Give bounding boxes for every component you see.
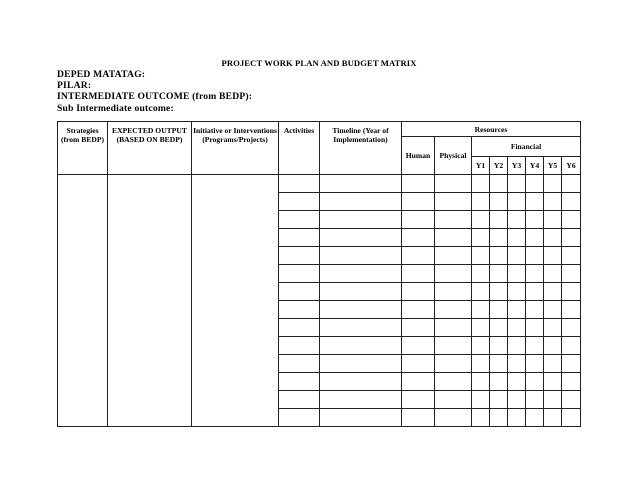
table-cell[interactable] bbox=[320, 391, 402, 409]
table-cell[interactable] bbox=[402, 193, 435, 211]
table-cell[interactable] bbox=[279, 373, 320, 391]
document-title: PROJECT WORK PLAN AND BUDGET MATRIX bbox=[221, 58, 417, 68]
table-cell[interactable] bbox=[435, 373, 472, 391]
table-cell[interactable] bbox=[526, 211, 544, 229]
table-cell[interactable] bbox=[435, 283, 472, 301]
table-cell[interactable] bbox=[508, 409, 526, 427]
table-cell[interactable] bbox=[472, 175, 490, 193]
table-cell[interactable] bbox=[472, 193, 490, 211]
table-cell[interactable] bbox=[435, 355, 472, 373]
table-cell[interactable] bbox=[544, 247, 562, 265]
table-cell[interactable] bbox=[320, 301, 402, 319]
table-cell[interactable] bbox=[402, 229, 435, 247]
table-cell[interactable] bbox=[279, 355, 320, 373]
table-cell[interactable] bbox=[402, 301, 435, 319]
table-cell[interactable] bbox=[472, 355, 490, 373]
col-header-initiative: Initiative or Interventions (Programs/Projects) bbox=[192, 122, 279, 175]
work-plan-table bbox=[57, 121, 581, 427]
table-cell[interactable] bbox=[526, 301, 544, 319]
table-cell[interactable] bbox=[320, 337, 402, 355]
table-cell[interactable] bbox=[526, 373, 544, 391]
table-cell[interactable] bbox=[402, 409, 435, 427]
table-cell[interactable] bbox=[562, 193, 581, 211]
table-cell[interactable] bbox=[402, 355, 435, 373]
table-cell[interactable] bbox=[402, 175, 435, 193]
table-cell[interactable] bbox=[435, 337, 472, 355]
table-cell[interactable] bbox=[320, 193, 402, 211]
table-cell[interactable] bbox=[279, 301, 320, 319]
table-cell[interactable] bbox=[544, 337, 562, 355]
table-cell[interactable] bbox=[320, 247, 402, 265]
table-cell[interactable] bbox=[490, 211, 508, 229]
table-cell[interactable] bbox=[544, 319, 562, 337]
table-cell[interactable] bbox=[544, 229, 562, 247]
table-cell[interactable] bbox=[544, 409, 562, 427]
table-cell[interactable] bbox=[472, 319, 490, 337]
table-cell[interactable] bbox=[402, 247, 435, 265]
table-cell[interactable] bbox=[490, 301, 508, 319]
table-cell[interactable] bbox=[472, 337, 490, 355]
table-cell[interactable] bbox=[490, 229, 508, 247]
table-cell[interactable] bbox=[544, 301, 562, 319]
table-cell[interactable] bbox=[472, 283, 490, 301]
table-cell[interactable] bbox=[320, 373, 402, 391]
table-cell[interactable] bbox=[279, 283, 320, 301]
table-cell[interactable] bbox=[435, 247, 472, 265]
table-row bbox=[58, 175, 581, 193]
sub-intermediate-outcome-label: Sub Intermediate outcome: bbox=[57, 102, 174, 114]
table-cell[interactable] bbox=[320, 175, 402, 193]
table-cell[interactable] bbox=[402, 319, 435, 337]
cell-initiative-blank[interactable] bbox=[192, 175, 279, 427]
table-cell[interactable] bbox=[544, 391, 562, 409]
table-cell[interactable] bbox=[544, 211, 562, 229]
table-cell[interactable] bbox=[508, 265, 526, 283]
table-cell[interactable] bbox=[279, 319, 320, 337]
table-cell[interactable] bbox=[435, 409, 472, 427]
table-cell[interactable] bbox=[544, 265, 562, 283]
table-cell[interactable] bbox=[435, 211, 472, 229]
table-cell[interactable] bbox=[279, 229, 320, 247]
table-cell[interactable] bbox=[508, 193, 526, 211]
table-cell[interactable] bbox=[435, 391, 472, 409]
table-cell[interactable] bbox=[320, 229, 402, 247]
col-header-human: Human bbox=[402, 137, 435, 175]
table-cell[interactable] bbox=[320, 409, 402, 427]
table-cell[interactable] bbox=[562, 301, 581, 319]
col-header-y3: Y3 bbox=[508, 157, 526, 175]
table-cell[interactable] bbox=[508, 319, 526, 337]
table-cell[interactable] bbox=[562, 211, 581, 229]
table-cell[interactable] bbox=[544, 193, 562, 211]
table-cell[interactable] bbox=[562, 373, 581, 391]
table-cell[interactable] bbox=[279, 175, 320, 193]
table-cell[interactable] bbox=[320, 355, 402, 373]
table-cell[interactable] bbox=[562, 409, 581, 427]
col-header-physical: Physical bbox=[435, 137, 472, 175]
table-cell[interactable] bbox=[526, 283, 544, 301]
deped-matatag-label: DEPED MATATAG: bbox=[57, 69, 146, 80]
col-header-y6: Y6 bbox=[562, 157, 581, 175]
table-cell[interactable] bbox=[526, 337, 544, 355]
table-cell[interactable] bbox=[562, 355, 581, 373]
table-cell[interactable] bbox=[320, 319, 402, 337]
table-cell[interactable] bbox=[562, 247, 581, 265]
table-cell[interactable] bbox=[526, 229, 544, 247]
table-cell[interactable] bbox=[279, 265, 320, 283]
table-cell[interactable] bbox=[526, 175, 544, 193]
table-cell[interactable] bbox=[490, 409, 508, 427]
table-cell[interactable] bbox=[435, 265, 472, 283]
col-header-y5: Y5 bbox=[544, 157, 562, 175]
table-cell[interactable] bbox=[320, 265, 402, 283]
table-cell[interactable] bbox=[472, 373, 490, 391]
table-cell[interactable] bbox=[544, 283, 562, 301]
table-cell[interactable] bbox=[526, 247, 544, 265]
col-header-resources: Resources bbox=[402, 122, 581, 137]
table-cell[interactable] bbox=[472, 301, 490, 319]
table-cell[interactable] bbox=[526, 409, 544, 427]
cell-expected-output-blank[interactable] bbox=[108, 175, 192, 427]
table-cell[interactable] bbox=[402, 391, 435, 409]
table-cell[interactable] bbox=[402, 211, 435, 229]
table-cell[interactable] bbox=[472, 391, 490, 409]
table-cell[interactable] bbox=[508, 229, 526, 247]
table-cell[interactable] bbox=[279, 391, 320, 409]
table-cell[interactable] bbox=[279, 193, 320, 211]
table-cell[interactable] bbox=[320, 283, 402, 301]
pilar-label: PILAR: bbox=[57, 80, 92, 92]
col-header-y1: Y1 bbox=[472, 157, 490, 175]
table-cell[interactable] bbox=[562, 337, 581, 355]
table-cell[interactable] bbox=[279, 247, 320, 265]
table-cell[interactable] bbox=[490, 355, 508, 373]
table-cell[interactable] bbox=[472, 409, 490, 427]
table-cell[interactable] bbox=[508, 355, 526, 373]
col-header-timeline: Timeline (Year of Implementation) bbox=[320, 122, 402, 175]
table-cell[interactable] bbox=[490, 247, 508, 265]
table-cell[interactable] bbox=[435, 229, 472, 247]
table-cell[interactable] bbox=[526, 391, 544, 409]
table-cell[interactable] bbox=[562, 265, 581, 283]
table-cell[interactable] bbox=[490, 193, 508, 211]
table-cell[interactable] bbox=[526, 355, 544, 373]
table-cell[interactable] bbox=[490, 337, 508, 355]
table-cell[interactable] bbox=[279, 211, 320, 229]
table-cell[interactable] bbox=[544, 373, 562, 391]
col-header-strategies: Strategies (from BEDP) bbox=[58, 122, 108, 175]
table-cell[interactable] bbox=[472, 211, 490, 229]
table-cell[interactable] bbox=[562, 319, 581, 337]
table-cell[interactable] bbox=[490, 373, 508, 391]
table-cell[interactable] bbox=[402, 283, 435, 301]
col-header-y2: Y2 bbox=[490, 157, 508, 175]
table-cell[interactable] bbox=[435, 175, 472, 193]
table-cell[interactable] bbox=[472, 229, 490, 247]
table-cell[interactable] bbox=[508, 211, 526, 229]
table-cell[interactable] bbox=[544, 175, 562, 193]
col-header-y4: Y4 bbox=[526, 157, 544, 175]
table-cell[interactable] bbox=[435, 301, 472, 319]
header-fields bbox=[57, 69, 252, 114]
table-cell[interactable] bbox=[279, 337, 320, 355]
table-cell[interactable] bbox=[490, 175, 508, 193]
table-cell[interactable] bbox=[562, 391, 581, 409]
table-cell[interactable] bbox=[508, 337, 526, 355]
table-cell[interactable] bbox=[544, 355, 562, 373]
table-cell[interactable] bbox=[279, 409, 320, 427]
table-cell[interactable] bbox=[490, 265, 508, 283]
col-header-financial: Financial bbox=[472, 137, 581, 157]
table-cell[interactable] bbox=[508, 283, 526, 301]
table-cell[interactable] bbox=[435, 319, 472, 337]
table-cell[interactable] bbox=[402, 337, 435, 355]
table-cell[interactable] bbox=[490, 283, 508, 301]
intermediate-outcome-label: INTERMEDIATE OUTCOME (from BEDP): bbox=[57, 91, 253, 103]
table-cell[interactable] bbox=[562, 229, 581, 247]
table-cell[interactable] bbox=[402, 265, 435, 283]
table-cell[interactable] bbox=[526, 265, 544, 283]
table-cell[interactable] bbox=[562, 175, 581, 193]
table-cell[interactable] bbox=[526, 193, 544, 211]
table-cell[interactable] bbox=[508, 175, 526, 193]
col-header-expected-output: EXPECTED OUTPUT (BASED ON BEDP) bbox=[108, 122, 192, 175]
col-header-activities: Activities bbox=[279, 122, 320, 175]
table-cell[interactable] bbox=[508, 247, 526, 265]
table-cell[interactable] bbox=[490, 391, 508, 409]
table-cell[interactable] bbox=[508, 391, 526, 409]
table-cell[interactable] bbox=[472, 265, 490, 283]
table-cell[interactable] bbox=[562, 283, 581, 301]
table-cell[interactable] bbox=[490, 319, 508, 337]
table-cell[interactable] bbox=[402, 373, 435, 391]
table-cell[interactable] bbox=[508, 373, 526, 391]
table-cell[interactable] bbox=[472, 247, 490, 265]
table-cell[interactable] bbox=[435, 193, 472, 211]
table-cell[interactable] bbox=[508, 301, 526, 319]
table-cell[interactable] bbox=[526, 319, 544, 337]
table-cell[interactable] bbox=[320, 211, 402, 229]
cell-strategies-blank[interactable] bbox=[58, 175, 108, 427]
